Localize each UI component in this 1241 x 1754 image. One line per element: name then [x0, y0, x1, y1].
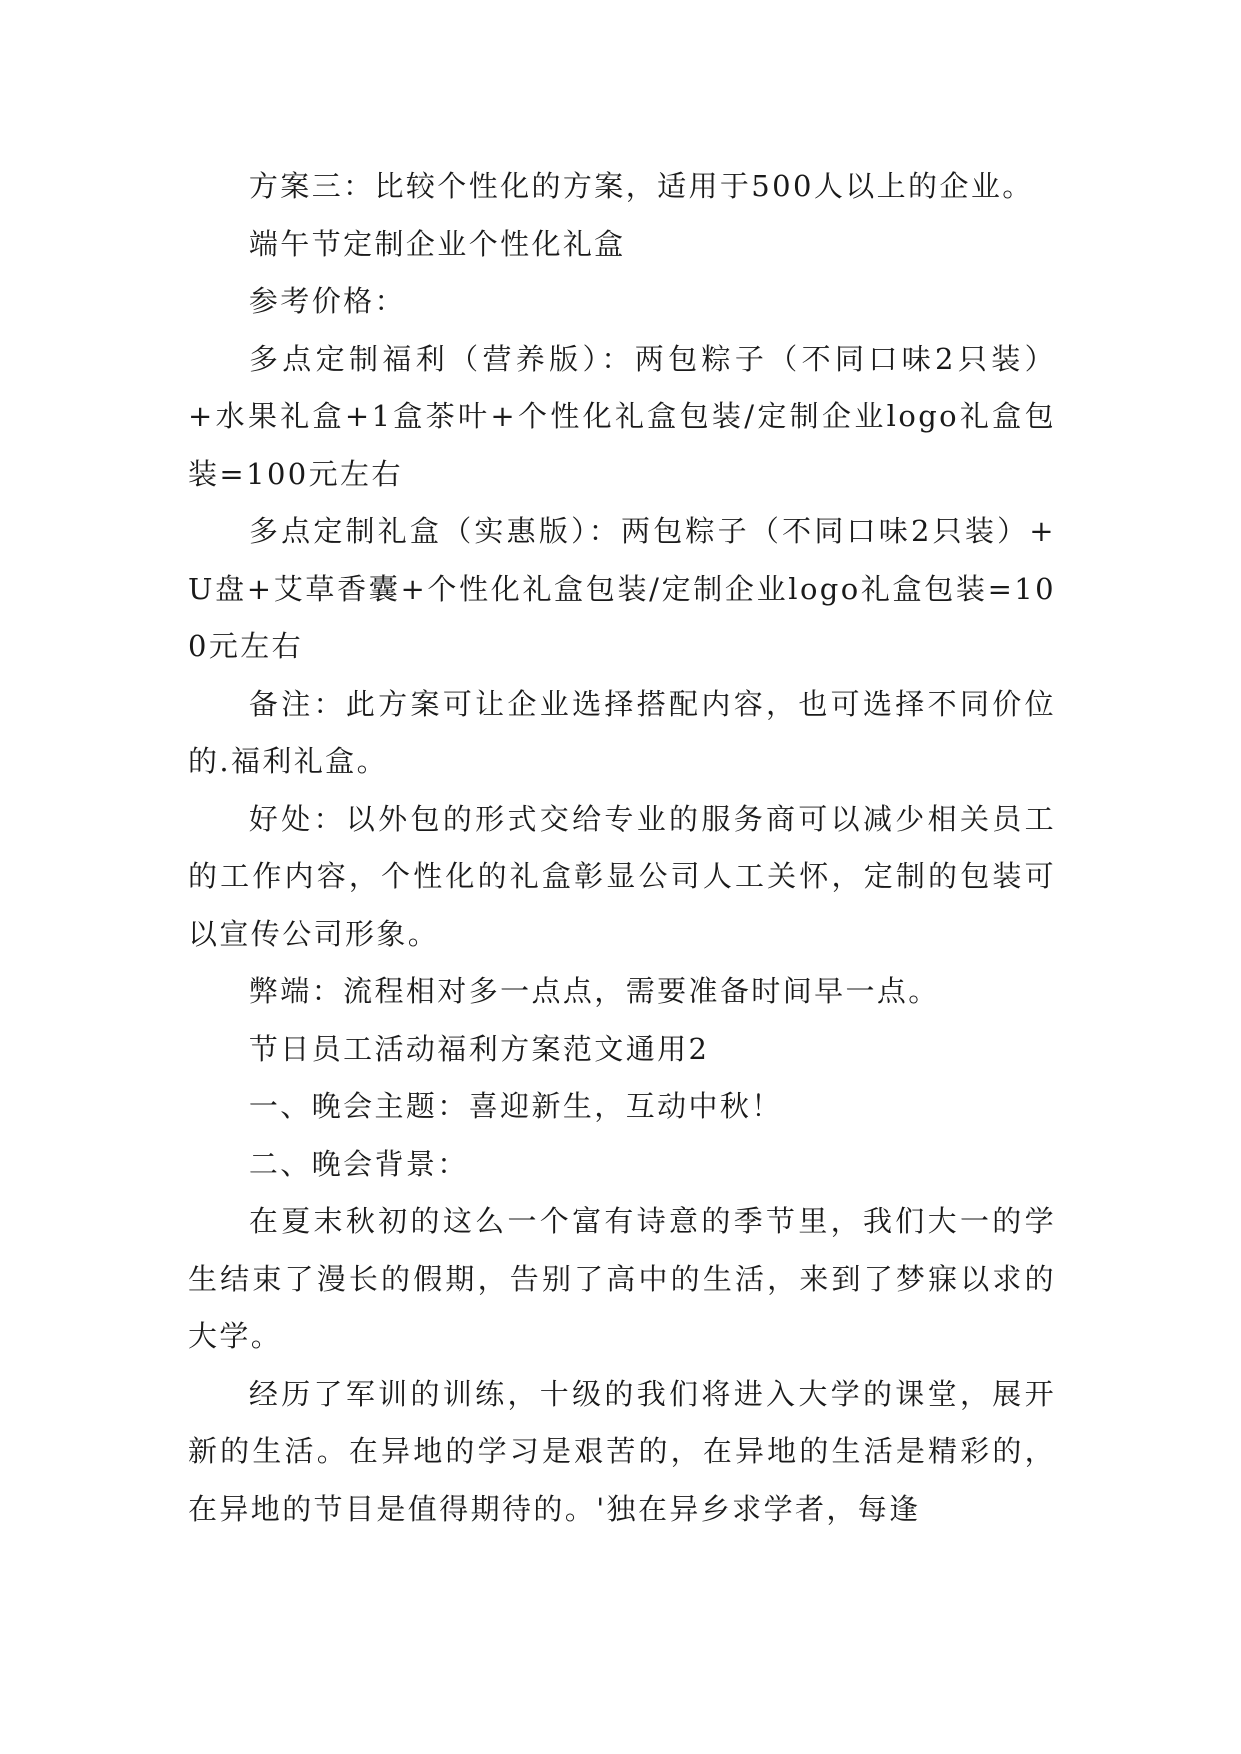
section-heading: 节日员工活动福利方案范文通用2	[248, 1031, 710, 1066]
paragraph-background-intro: 在夏末秋初的这么一个富有诗意的季节里，我们大一的学生结束了漫长的假期，告别了高中的生活，来到了梦寐以求的大学。	[188, 1204, 1056, 1353]
paragraph-benefits: 好处：以外包的形式交给专业的服务商可以减少相关员工的工作内容，个性化的礼盒彰显公司人工关怀，定制的包装可以宣传公司形象。	[188, 801, 1056, 951]
paragraph-party-background-heading: 二、晚会背景：	[248, 1146, 469, 1181]
paragraph-remarks: 备注：此方案可让企业选择搭配内容，也可选择不同价位的.福利礼盒。	[188, 686, 1056, 778]
paragraph-gift-box-title: 端午节定制企业个性化礼盒	[248, 226, 626, 261]
document-body	[188, 158, 1056, 1538]
paragraph-reference-price: 参考价格：	[248, 284, 406, 318]
paragraph-drawbacks: 弊端：流程相对多一点点，需要准备时间早一点。	[248, 974, 940, 1008]
paragraph-party-theme: 一、晚会主题：喜迎新生，互动中秋！	[248, 1089, 783, 1123]
paragraph-value-edition: 多点定制礼盒（实惠版）：两包粽子（不同口味2只装）+U盘+艾草香囊+个性化礼盒包装/定制企业logo礼盒包装=100元左右	[188, 514, 1056, 663]
paragraph-nutrition-edition: 多点定制福利（营养版）：两包粽子（不同口味2只装）+水果礼盒+1盒茶叶+个性化礼盒包装/定制企业logo礼盒包装=100元左右	[188, 341, 1056, 491]
paragraph-plan-three: 方案三：比较个性化的方案，适用于500人以上的企业。	[248, 169, 1034, 203]
paragraph-military-training: 经历了军训的训练，十级的我们将进入大学的课堂，展开新的生活。在异地的学习是艰苦的，在异地的生活是精彩的，在异地的节目是值得期待的。'独在异乡求学者，每逢	[188, 1376, 1056, 1526]
